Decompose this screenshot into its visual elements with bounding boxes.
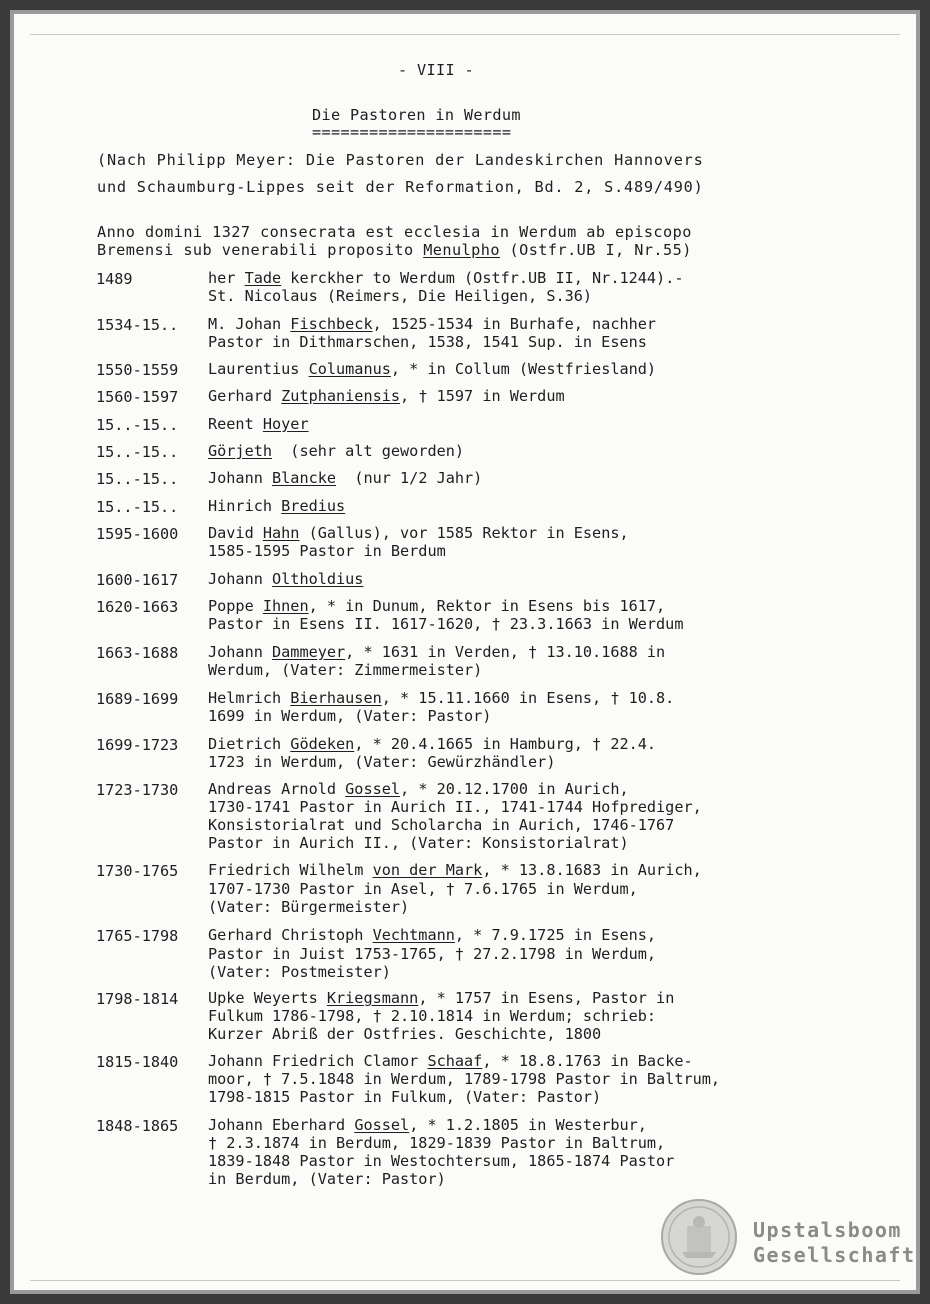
entry-text: , * 1757 in Esens, Pastor in [418,989,675,1007]
entry-text: Poppe [208,597,263,615]
pastor-name: Vechtmann [372,926,455,944]
entry-text-line [208,690,674,708]
entry-text: M. Johan [208,315,291,333]
entry-years: 1550-1559 [96,361,179,379]
pastor-name: von der Mark [372,861,483,879]
entry-text: 1839-1848 Pastor in Westochtersum, 1865-1874 Pastor [208,1152,675,1170]
entry-text-line [208,736,656,754]
entry-text: , * 1631 in Verden, † 13.10.1688 in [345,643,666,661]
source-line-1: (Nach Philipp Meyer: Die Pastoren der Landeskirchen Hannovers [97,151,704,169]
entry-text: 1723 in Werdum, (Vater: Gewürzhändler) [208,753,556,771]
entry-text: , * 15.11.1660 in Esens, † 10.8. [381,689,675,707]
entry-text-line [208,288,592,306]
entry-years: 1534-15.. [96,316,179,334]
entry-years: 1600-1617 [96,571,179,589]
entry-text: David [208,524,263,542]
intro-text-pre: Bremensi sub venerabili proposito [97,241,424,259]
entry-text-line [208,270,683,288]
entry-text-line [208,835,629,853]
entry-text: , 1525-1534 in Burhafe, nachher [372,315,657,333]
entry-text-line [208,799,702,817]
entry-text: Helmrich [208,689,291,707]
entry-text: moor, † 7.5.1848 in Werdum, 1789-1798 Pastor in Baltrum, [208,1070,721,1088]
pastor-name: Hahn [262,524,300,542]
pastor-name: Gossel [345,780,401,798]
title-underline: ===================== [312,123,512,141]
intro-line-1: Anno domini 1327 consecrata est ecclesia in Werdum ab episcopo [97,223,692,241]
entry-text-line [208,862,702,880]
entry-text-line [208,361,656,379]
entry-text: Dietrich [208,735,291,753]
entry-text: Johann [208,570,273,588]
entry-text-line [208,1071,720,1089]
entry-text: (nur 1/2 Jahr) [336,469,483,487]
entry-text-line [208,881,638,899]
entry-years: 15..-15.. [96,416,179,434]
entry-text-line [208,990,674,1008]
pastor-name: Gödeken [290,735,355,753]
entry-text-line [208,316,656,334]
entry-text-line [208,1026,601,1044]
entry-text-line [208,1153,674,1171]
entry-text: , * 18.8.1763 in Backe- [482,1052,693,1070]
entry-text: , * in Dunum, Rektor in Esens bis 1617, [308,597,666,615]
entry-text-line [208,781,629,799]
entry-text: St. Nicolaus (Reimers, Die Heiligen, S.36) [208,287,593,305]
entry-text: kerckher to Werdum (Ostfr.UB II, Nr.1244).- [281,269,684,287]
entry-text: Gerhard Christoph [208,926,373,944]
watermark-line-2: Gesellschaft [753,1243,916,1267]
entry-text: 1699 in Werdum, (Vater: Pastor) [208,707,492,725]
entry-text-line [208,498,345,516]
entry-text: , * 7.9.1725 in Esens, [454,926,657,944]
entry-years: 1620-1663 [96,598,179,616]
entry-text-line [208,598,665,616]
entry-years: 15..-15.. [96,498,179,516]
entry-text: , * 1.2.1805 in Westerbur, [409,1116,647,1134]
pastor-name: Hoyer [262,415,309,433]
entry-text-line [208,388,565,406]
entry-years: 15..-15.. [96,470,179,488]
pastor-name: Bredius [281,497,346,515]
entry-text: , * in Collum (Westfriesland) [390,360,657,378]
entry-years: 15..-15.. [96,443,179,461]
pastor-name: Görjeth [208,442,273,460]
intro-person-name: Menulpho [423,241,500,259]
entry-text-line [208,1171,446,1189]
entry-text-line [208,616,683,634]
entry-text-line [208,1117,647,1135]
entry-text-line [208,708,491,726]
page-title: Die Pastoren in Werdum [312,106,521,124]
pastor-name: Dammeyer [272,643,346,661]
entry-years: 1730-1765 [96,862,179,880]
entry-years: 1848-1865 [96,1117,179,1135]
upstalsboom-seal-icon [660,1198,738,1276]
entry-text: Werdum, (Vater: Zimmermeister) [208,661,483,679]
pastor-name: Gossel [354,1116,410,1134]
entry-text: , * 13.8.1683 in Aurich, [482,861,702,879]
pastor-name: Ihnen [262,597,309,615]
entry-text: Johann [208,643,273,661]
entry-text: Upke Weyerts [208,989,327,1007]
intro-text-post: (Ostfr.UB I, Nr.55) [499,241,692,259]
pastor-name: Fischbeck [290,315,373,333]
entry-years: 1689-1699 [96,690,179,708]
entry-text: Friedrich Wilhelm [208,861,373,879]
pastor-name: Zutphaniensis [281,387,401,405]
entry-text-line [208,817,674,835]
entry-text: Konsistorialrat und Scholarcha in Aurich, 1746-1767 [208,816,675,834]
entry-years: 1723-1730 [96,781,179,799]
entry-text-line [208,1089,601,1107]
entry-text-line [208,1135,665,1153]
entry-text-line [208,334,647,352]
entry-text: (Vater: Bürgermeister) [208,898,410,916]
pastor-name: Tade [244,269,282,287]
entry-text: Fulkum 1786-1798, † 2.10.1814 in Werdum; schrieb: [208,1007,657,1025]
entry-years: 1663-1688 [96,644,179,662]
entry-text-line [208,543,446,561]
entry-years: 1595-1600 [96,525,179,543]
entry-text: 1585-1595 Pastor in Berdum [208,542,446,560]
entry-years: 1765-1798 [96,927,179,945]
entry-text-line [208,416,309,434]
entry-text-line [208,525,629,543]
entry-years: 1798-1814 [96,990,179,1008]
source-line-2: und Schaumburg-Lippes seit der Reformation, Bd. 2, S.489/490) [97,178,704,196]
entry-text-line [208,1008,656,1026]
entry-text-line [208,571,363,589]
entry-text-line [208,927,656,945]
entry-text-line [208,964,391,982]
entry-text: Pastor in Dithmarschen, 1538, 1541 Sup. in Esens [208,333,647,351]
pastor-name: Kriegsmann [326,989,419,1007]
entry-text-line [208,754,555,772]
entry-text: Gerhard [208,387,282,405]
entry-text: (sehr alt geworden) [272,442,465,460]
entry-years: 1815-1840 [96,1053,179,1071]
pastor-name: Blancke [272,469,337,487]
entry-text: (Gallus), vor 1585 Rektor in Esens, [299,524,629,542]
entry-text-line [208,470,482,488]
entry-text: Johann Eberhard [208,1116,355,1134]
entry-text: Pastor in Aurich II., (Vater: Konsistorialrat) [208,834,629,852]
entry-text-line [208,1053,693,1071]
entry-text: Pastor in Esens II. 1617-1620, † 23.3.1663 in Werdum [208,615,684,633]
entry-text: Kurzer Abriß der Ostfries. Geschichte, 1800 [208,1025,602,1043]
entry-text: Reent [208,415,263,433]
entry-text-line [208,644,665,662]
entry-text: 1730-1741 Pastor in Aurich II., 1741-1744 Hofprediger, [208,798,702,816]
pastor-name: Bierhausen [290,689,382,707]
entry-text: 1707-1730 Pastor in Asel, † 7.6.1765 in Werdum, [208,879,638,898]
intro-line-2 [97,242,692,259]
entry-text: Johann [208,469,273,487]
entry-years: 1560-1597 [96,388,179,406]
entry-text: in Berdum, (Vater: Pastor) [208,1170,446,1188]
pastor-name: Columanus [308,360,391,378]
entry-years: 1489 [96,270,133,288]
entry-text: (Vater: Postmeister) [208,963,391,981]
entry-text: Johann Friedrich Clamor [208,1052,428,1070]
entry-text: , † 1597 in Werdum [400,387,565,405]
entry-text: , * 20.12.1700 in Aurich, [400,780,629,798]
entry-text: her [208,269,245,287]
page-number: - VIII - [398,61,474,79]
entry-text: Andreas Arnold [208,780,346,798]
pastor-name: Schaaf [427,1052,483,1070]
entry-text-line [208,946,656,964]
entry-text-line [208,662,482,680]
entry-text: Pastor in Juist 1753-1765, † 27.2.1798 in Werdum, [208,944,657,963]
entry-text: 1798-1815 Pastor in Fulkum, (Vater: Pastor) [208,1088,602,1106]
entry-text-line [208,899,409,917]
entry-text-line [208,443,464,461]
pastor-name: Oltholdius [272,570,364,588]
entry-text: † 2.3.1874 in Berdum, 1829-1839 Pastor in Baltrum, [208,1134,666,1152]
entry-text: Hinrich [208,497,282,515]
entry-text: , * 20.4.1665 in Hamburg, † 22.4. [354,735,657,753]
entry-text: Laurentius [208,360,309,378]
entry-years: 1699-1723 [96,736,179,754]
watermark-line-1: Upstalsboom [753,1218,902,1242]
